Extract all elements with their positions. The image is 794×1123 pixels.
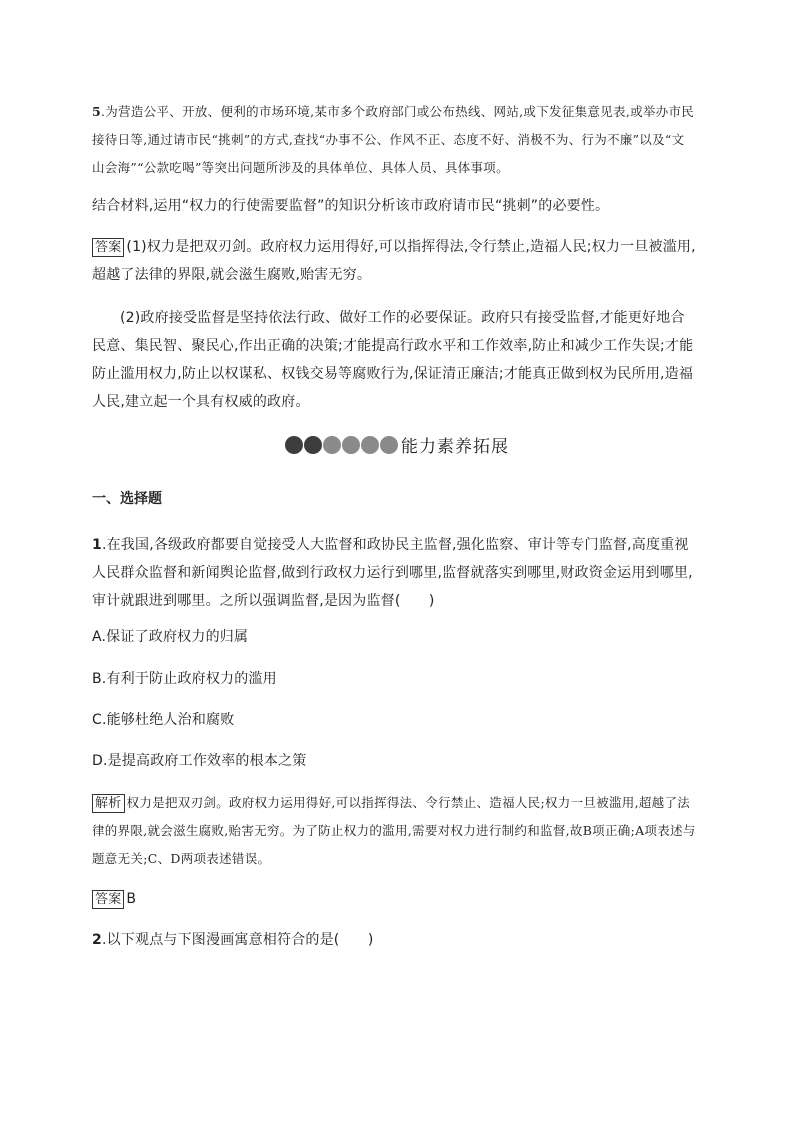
dot-dark-2	[304, 436, 322, 454]
part-heading: 一、选择题	[92, 491, 162, 507]
answer-text: (1)权力是把双刃剑。政府权力运用得好,可以指挥得法,令行禁止,造福人民;权力一旦被滥用,超越了法律的界限,就会滋生腐败,贻害无穷。	[92, 239, 696, 283]
question-number: 2	[92, 932, 102, 948]
question-5-answer-p2: (2)政府接受监督是坚持依法行政、做好工作的必要保证。政府只有接受监督,才能更好地合民意、集民智、聚民心,作出正确的决策;才能提高行政水平和工作效率,防止和减少工作失误;才能防止滥用权力,防止以权谋私、权钱交易等腐败行为,保证清正廉洁;才能真正做到权为民所用,造福人民,建立起一个具有权威的政府。	[92, 310, 694, 410]
analysis-tag: 解析	[92, 794, 125, 813]
answer-tag: 答案	[92, 238, 124, 257]
question-text: .在我国,各级政府都要自觉接受人大监督和政协民主监督,强化监察、审计等专门监督,高度重视人民群众监督和新闻舆论监督,做到行政权力运行到哪里,监督就落实到哪里,财政资金运用到哪里,审计就跟进到哪里。之所以强调监督,是因为监督( )	[92, 537, 693, 609]
question-5-answer-p1	[92, 233, 696, 289]
dot-light-2	[342, 436, 360, 454]
dot-dark-1	[285, 436, 303, 454]
answer-value: B	[126, 891, 137, 907]
question-2-stem	[92, 926, 696, 954]
option-d: D.是提高政府工作效率的根本之策	[92, 753, 307, 769]
question-1-answer	[92, 885, 696, 913]
dot-light-3	[361, 436, 379, 454]
question-text: .以下观点与下图漫画寓意相符合的是( )	[101, 932, 374, 948]
option-b: B.有利于防止政府权力的滥用	[92, 671, 277, 687]
section-banner	[0, 432, 794, 462]
dot-light-4	[380, 436, 398, 454]
dot-light-1	[323, 436, 341, 454]
section-dots-decoration	[285, 435, 399, 455]
option-a: A.保证了政府权力的归属	[92, 629, 249, 645]
question-5-prompt: 结合材料,运用“权力的行使需要监督”的知识分析该市政府请市民“挑刺”的必要性。	[92, 198, 610, 214]
section-title: 能力素养拓展	[401, 437, 509, 457]
question-text: .为营造公平、开放、便利的市场环境,某市多个政府部门或公布热线、网站,或下发征集意见表,或举办市民接待日等,通过请市民“挑刺”的方式,查找“办事不公、作风不正、态度不好、消极不为、行为不廉”以及“文山会海”“公款吃喝”等突出问题所涉及的具体单位、具体人员、具体事项。	[92, 104, 695, 175]
analysis-text: 权力是把双刃剑。政府权力运用得好,可以指挥得法、令行禁止、造福人民;权力一旦被滥用,超越了法律的界限,就会滋生腐败,贻害无穷。为了防止权力的滥用,需要对权力进行制约和监督,故B项正确;A项表述与题意无关;C、D两项表述错误。	[92, 795, 696, 866]
question-number: 5	[92, 104, 101, 119]
answer-tag: 答案	[92, 890, 124, 909]
question-1-stem	[92, 531, 696, 615]
question-5-material	[92, 98, 696, 182]
question-1-analysis	[92, 789, 696, 873]
question-number: 1	[92, 537, 102, 553]
option-c: C.能够杜绝人治和腐败	[92, 712, 235, 728]
